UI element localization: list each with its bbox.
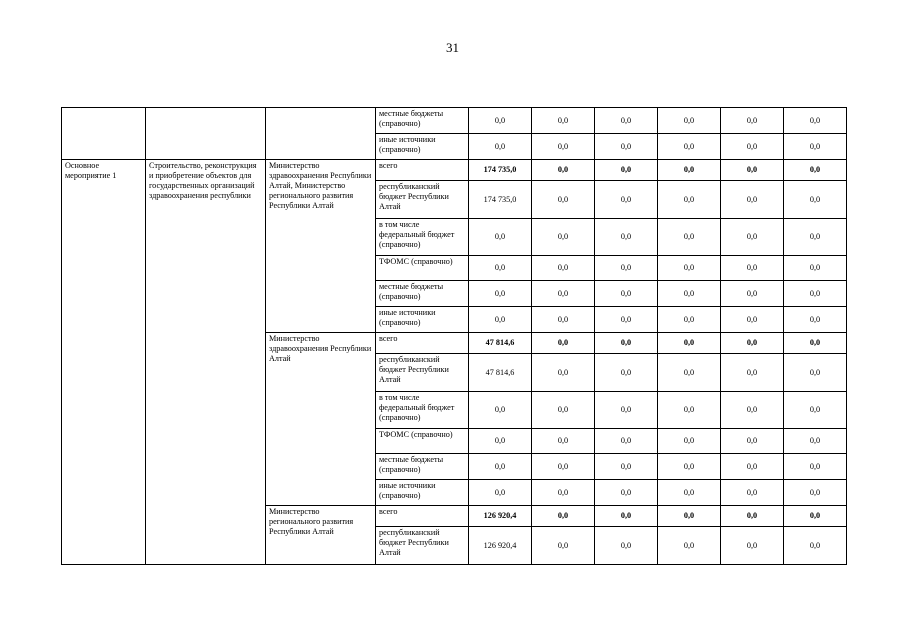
funding-source-cell: в том числе федеральный бюджет (справочно) — [376, 392, 469, 429]
value-cell: 0,0 — [721, 480, 784, 506]
value-cell: 0,0 — [784, 160, 847, 181]
funding-source-cell: иные источники (справочно) — [376, 480, 469, 506]
value-cell: 0,0 — [658, 256, 721, 281]
value-cell: 0,0 — [658, 181, 721, 219]
value-cell: 0,0 — [595, 429, 658, 454]
funding-source-cell: всего — [376, 333, 469, 354]
budget-table-body — [62, 108, 847, 565]
funding-source-cell: ТФОМС (справочно) — [376, 256, 469, 281]
executor-cell: Министерство здравоохранения Республики Алтай — [266, 333, 376, 506]
value-cell: 0,0 — [595, 108, 658, 134]
value-cell: 0,0 — [532, 506, 595, 527]
value-cell: 0,0 — [532, 454, 595, 480]
value-cell: 0,0 — [784, 354, 847, 392]
value-cell: 0,0 — [784, 527, 847, 565]
value-cell: 0,0 — [469, 392, 532, 429]
value-cell: 0,0 — [721, 333, 784, 354]
value-cell: 0,0 — [595, 354, 658, 392]
table-row — [62, 160, 847, 181]
value-cell: 0,0 — [658, 392, 721, 429]
value-cell: 174 735,0 — [469, 160, 532, 181]
value-cell: 0,0 — [721, 181, 784, 219]
value-cell: 0,0 — [595, 307, 658, 333]
value-cell: 0,0 — [469, 219, 532, 256]
value-cell: 0,0 — [784, 480, 847, 506]
value-cell: 0,0 — [595, 160, 658, 181]
empty-cell — [146, 108, 266, 160]
value-cell: 0,0 — [721, 354, 784, 392]
empty-cell — [266, 108, 376, 160]
value-cell: 0,0 — [595, 281, 658, 307]
value-cell: 0,0 — [784, 506, 847, 527]
funding-source-cell: республиканский бюджет Республики Алтай — [376, 181, 469, 219]
value-cell: 47 814,6 — [469, 354, 532, 392]
value-cell: 0,0 — [721, 454, 784, 480]
value-cell: 0,0 — [532, 281, 595, 307]
funding-source-cell: местные бюджеты (справочно) — [376, 108, 469, 134]
value-cell: 0,0 — [469, 454, 532, 480]
value-cell: 0,0 — [532, 256, 595, 281]
value-cell: 0,0 — [721, 256, 784, 281]
value-cell: 0,0 — [658, 454, 721, 480]
table-row — [62, 108, 847, 134]
funding-source-cell: ТФОМС (справочно) — [376, 429, 469, 454]
value-cell: 0,0 — [784, 333, 847, 354]
value-cell: 0,0 — [595, 527, 658, 565]
funding-source-cell: иные источники (справочно) — [376, 134, 469, 160]
value-cell: 0,0 — [784, 134, 847, 160]
executor-cell: Министерство здравоохранения Республики Алтай, Министерство регионального развития Республики Алтай — [266, 160, 376, 333]
value-cell: 0,0 — [595, 480, 658, 506]
value-cell: 0,0 — [721, 429, 784, 454]
value-cell: 0,0 — [784, 392, 847, 429]
value-cell: 0,0 — [721, 527, 784, 565]
value-cell: 0,0 — [469, 256, 532, 281]
value-cell: 0,0 — [721, 281, 784, 307]
value-cell: 0,0 — [784, 181, 847, 219]
value-cell: 0,0 — [532, 307, 595, 333]
value-cell: 0,0 — [469, 429, 532, 454]
value-cell: 0,0 — [784, 281, 847, 307]
value-cell: 0,0 — [595, 454, 658, 480]
value-cell: 0,0 — [784, 256, 847, 281]
value-cell: 0,0 — [658, 281, 721, 307]
value-cell: 0,0 — [532, 333, 595, 354]
funding-source-cell: республиканский бюджет Республики Алтай — [376, 354, 469, 392]
value-cell: 0,0 — [784, 108, 847, 134]
funding-source-cell: местные бюджеты (справочно) — [376, 454, 469, 480]
value-cell: 0,0 — [784, 429, 847, 454]
page-number: 31 — [446, 40, 459, 55]
value-cell: 0,0 — [532, 108, 595, 134]
value-cell: 0,0 — [595, 333, 658, 354]
funding-source-cell: всего — [376, 160, 469, 181]
value-cell: 0,0 — [532, 429, 595, 454]
value-cell: 0,0 — [658, 527, 721, 565]
value-cell: 0,0 — [532, 219, 595, 256]
value-cell: 0,0 — [658, 333, 721, 354]
value-cell: 0,0 — [658, 307, 721, 333]
funding-source-cell: в том числе федеральный бюджет (справочно) — [376, 219, 469, 256]
value-cell: 0,0 — [469, 480, 532, 506]
event-description-cell: Строительство, реконструкция и приобретение объектов для государственных организаций здравоохранения республики — [146, 160, 266, 565]
value-cell: 0,0 — [532, 160, 595, 181]
value-cell: 174 735,0 — [469, 181, 532, 219]
funding-source-cell: иные источники (справочно) — [376, 307, 469, 333]
value-cell: 0,0 — [721, 134, 784, 160]
value-cell: 0,0 — [658, 354, 721, 392]
value-cell: 0,0 — [658, 506, 721, 527]
value-cell: 0,0 — [532, 392, 595, 429]
value-cell: 0,0 — [532, 354, 595, 392]
value-cell: 0,0 — [721, 160, 784, 181]
event-name-cell: Основное мероприятие 1 — [62, 160, 146, 565]
value-cell: 0,0 — [469, 108, 532, 134]
value-cell: 0,0 — [721, 108, 784, 134]
value-cell: 0,0 — [721, 219, 784, 256]
value-cell: 0,0 — [595, 256, 658, 281]
value-cell: 0,0 — [532, 181, 595, 219]
value-cell: 0,0 — [532, 527, 595, 565]
value-cell: 0,0 — [784, 454, 847, 480]
value-cell: 0,0 — [658, 160, 721, 181]
funding-source-cell: местные бюджеты (справочно) — [376, 281, 469, 307]
value-cell: 0,0 — [595, 219, 658, 256]
value-cell: 0,0 — [532, 480, 595, 506]
value-cell: 0,0 — [721, 392, 784, 429]
executor-cell: Министерство регионального развития Республики Алтай — [266, 506, 376, 565]
value-cell: 0,0 — [784, 219, 847, 256]
value-cell: 0,0 — [658, 219, 721, 256]
value-cell: 0,0 — [658, 108, 721, 134]
funding-source-cell: всего — [376, 506, 469, 527]
value-cell: 0,0 — [595, 506, 658, 527]
value-cell: 0,0 — [595, 392, 658, 429]
funding-source-cell: республиканский бюджет Республики Алтай — [376, 527, 469, 565]
value-cell: 0,0 — [721, 307, 784, 333]
value-cell: 126 920,4 — [469, 506, 532, 527]
value-cell: 0,0 — [658, 480, 721, 506]
value-cell: 47 814,6 — [469, 333, 532, 354]
value-cell: 0,0 — [658, 429, 721, 454]
value-cell: 0,0 — [595, 181, 658, 219]
value-cell: 0,0 — [658, 134, 721, 160]
value-cell: 126 920,4 — [469, 527, 532, 565]
value-cell: 0,0 — [469, 281, 532, 307]
empty-cell — [62, 108, 146, 160]
value-cell: 0,0 — [469, 307, 532, 333]
budget-table — [61, 107, 847, 565]
value-cell: 0,0 — [721, 506, 784, 527]
value-cell: 0,0 — [469, 134, 532, 160]
value-cell: 0,0 — [595, 134, 658, 160]
value-cell: 0,0 — [532, 134, 595, 160]
value-cell: 0,0 — [784, 307, 847, 333]
